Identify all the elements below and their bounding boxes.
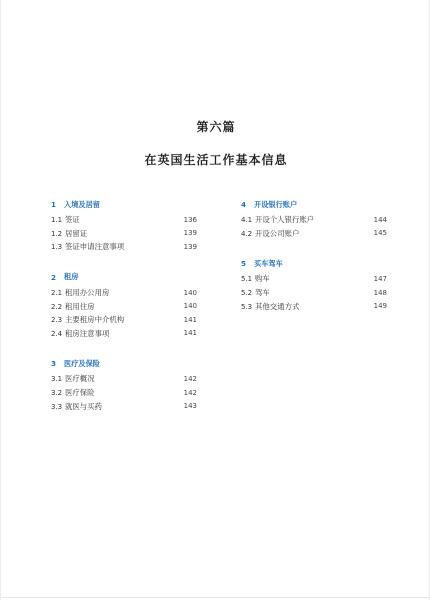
entry-number: 1.3 [51,243,63,252]
entry-label: 医疗概况 [65,374,95,384]
entry-page-number: 142 [183,374,197,383]
toc-entry[interactable] [51,313,197,327]
toc-entry[interactable] [241,272,387,286]
section-header[interactable] [241,257,387,270]
toc-entry[interactable] [51,327,197,341]
toc-entry[interactable] [51,386,197,400]
toc-section-2 [51,271,197,340]
entry-page-number: 140 [183,302,197,311]
entry-page-number: 140 [183,288,197,297]
entry-number: 2.2 [51,302,63,311]
entry-label: 开设个人银行账户 [255,215,315,225]
toc-section-3 [51,357,197,413]
entry-page-number: 136 [183,215,197,224]
entry-number: 5.3 [241,302,253,311]
entry-label: 居留证 [65,228,88,238]
entry-label: 驾车 [255,288,270,298]
page-bottom-divider [1,597,430,598]
section-number: 5 [241,259,247,269]
entry-page-number: 139 [183,229,197,238]
toc-column-left [51,198,197,430]
entry-number: 2.1 [51,289,63,298]
toc-entry[interactable] [51,372,197,386]
entry-page-number: 145 [373,229,387,238]
entry-number: 4.1 [241,216,253,225]
toc-column-right [241,198,387,330]
entry-number: 3.3 [51,402,63,411]
entry-page-number: 148 [373,288,387,297]
section-number: 3 [51,359,57,369]
toc-entry[interactable] [51,286,197,300]
toc-entry[interactable] [241,227,387,241]
entry-label: 其他交通方式 [255,301,300,311]
entry-label: 开设公司账户 [255,228,300,238]
section-header[interactable] [51,357,197,370]
entry-number: 1.1 [51,216,63,225]
entry-number: 3.2 [51,389,63,398]
entry-label: 购车 [255,274,270,284]
section-header[interactable] [241,198,387,211]
toc-section-4 [241,198,387,240]
toc-entry[interactable] [241,299,387,313]
entry-number: 2.3 [51,316,63,325]
toc-entry[interactable] [51,299,197,313]
toc-entry[interactable] [241,286,387,300]
section-title: 租房 [64,272,79,282]
entry-page-number: 143 [183,402,197,411]
part-title: 第六篇 [196,120,236,134]
entry-page-number: 147 [373,274,387,283]
toc-entry[interactable] [51,240,197,254]
entry-label: 签证申请注意事项 [65,242,125,252]
section-header[interactable] [51,271,197,284]
entry-page-number: 149 [373,302,387,311]
entry-label: 租用住房 [65,301,95,311]
section-header[interactable] [51,198,197,211]
toc-entry[interactable] [241,213,387,227]
entry-page-number: 142 [183,388,197,397]
toc-entry[interactable] [51,213,197,227]
entry-label: 主要租房中介机构 [65,315,125,325]
entry-number: 5.2 [241,289,253,298]
section-title: 买车驾车 [254,258,283,268]
entry-label: 签证 [65,215,80,225]
entry-page-number: 141 [183,329,197,338]
section-title: 医疗及保险 [64,358,100,368]
entry-number: 3.1 [51,375,63,384]
page-title: 在英国生活工作基本信息 [144,153,288,167]
section-number: 4 [241,200,247,209]
toc-entry[interactable] [51,227,197,241]
entry-page-number: 139 [183,242,197,251]
entry-number: 2.4 [51,329,63,338]
entry-page-number: 144 [373,215,387,224]
entry-label: 租用办公用房 [65,288,110,298]
entry-number: 1.2 [51,229,63,238]
toc-entry[interactable] [51,399,197,413]
entry-label: 医疗保险 [65,388,95,398]
section-title: 开设银行账户 [254,199,298,209]
section-number: 2 [51,272,57,282]
toc-section-1 [51,198,197,254]
entry-number: 5.1 [241,275,253,284]
section-title: 入境及居留 [64,199,100,209]
entry-label: 就医与买药 [65,401,102,411]
entry-label: 租房注意事项 [65,328,110,338]
section-number: 1 [51,200,57,209]
toc-section-5 [241,257,387,313]
entry-number: 4.2 [241,229,253,238]
entry-page-number: 141 [183,315,197,324]
